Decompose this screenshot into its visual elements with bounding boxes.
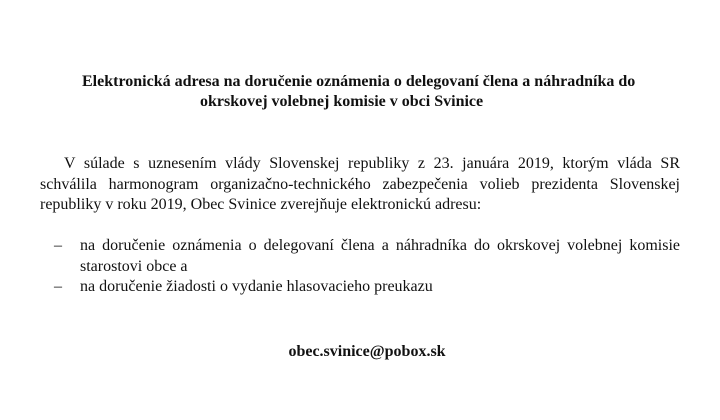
list-dash: –	[54, 237, 62, 254]
intro-paragraph	[40, 154, 680, 216]
purpose-list	[40, 236, 680, 298]
email-address-text: obec.svinice@pobox.sk	[288, 343, 446, 360]
list-dash: –	[54, 278, 62, 295]
list-item-text: na doručenie žiadosti o vydanie hlasovacieho preukazu	[80, 278, 433, 295]
document-title-line-2: okrskovej volebnej komisie v obci Svinice	[200, 93, 484, 110]
email-address	[0, 342, 720, 362]
list-item	[40, 236, 680, 277]
list-item	[40, 277, 680, 298]
document-title-line-1: Elektronická adresa na doručenie oznámenia o delegovaní člena a náhradníka do	[82, 73, 636, 90]
list-item-text: na doručenie oznámenia o delegovaní člena a náhradníka do okrskovej volebnej komisie starostovi obce a	[80, 237, 680, 275]
intro-paragraph-text: V súlade s uznesením vlády Slovenskej republiky z 23. januára 2019, ktorým vláda SR schválila harmonogram organizačno-technického zabezpečenia volieb prezidenta Slovenskej republiky v roku 2019, Obec Svinice zverejňuje elektronickú adresu:	[40, 155, 680, 213]
